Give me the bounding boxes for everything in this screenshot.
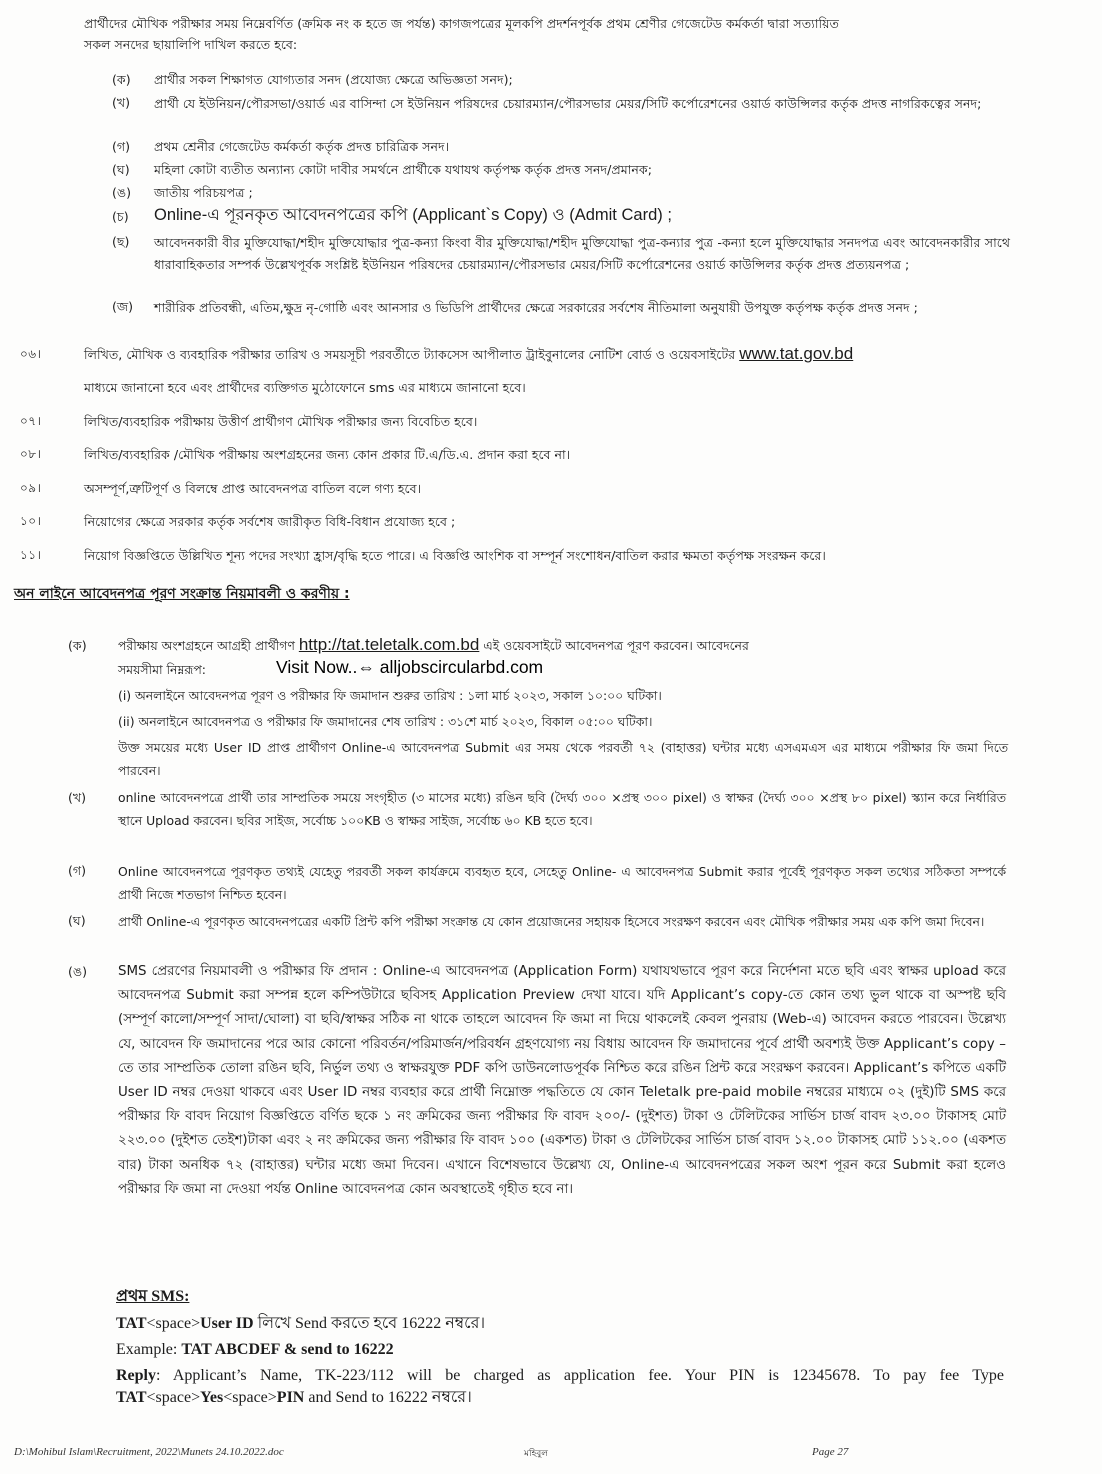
sms-example-value: TAT ABCDEF & send to 16222 [181, 1341, 394, 1358]
doc-item-uma: জাতীয় পরিচয়পত্র ; [154, 185, 253, 200]
online-item-uma: SMS প্রেরণের নিয়মাবলী ও পরীক্ষার ফি প্রদান : Online-এ আবেদনপত্র (Application Form) যথাযথভাবে পূরণ করে নির্দেশনা মতে ছবি এবং স্বাক্ষর upload করে আবেদনপত্র Submit করা সম্পন্ন হলে কম্পিউটারে ছবিসহ Application Preview দেখা যাবে। যদি Applicant’s copy-তে কোন তথ্য ভুল থাকে বা অস্পষ্ট ছবি (সম্পূর্ণ কালো/সম্পূর্ণ সাদা/ঘোলা) বা ছবি/স্বাক্ষর সঠিক না থাকে তাহলে আবেদন ফি জমা না দিয়ে থাকলেই কেবল পুনরায় (Web-এ) আবেদন করতে পারবেন। উল্লেখ্য যে, আবেদন ফি জমাদানের পরে আর কোনো পরিবর্তন/পরিমার্জন/পরিবর্ধন গ্রহণযোগ্য নয় বিধায় আবেদন ফি জমাদানের পূর্বে প্রার্থী অবশ্যই উক্ত Applicant’s copy –তে তার সাম্প্রতিক তোলা রঙিন ছবি, নির্ভুল তথ্য ও স্বাক্ষরযুক্ত PDF কপি ডাউনলোডপূর্বক নিশ্চিত করে রঙিন প্রিন্ট করে সংরক্ষণ করবেন। Applicant’s কপিতে একটি User ID নম্বর দেওয়া থাকবে এবং User ID নম্বর ব্যবহার করে প্রার্থী নিম্নোক্ত পদ্ধতিতে যে কোন Teletalk pre-paid mobile নম্বরের মাধ্যমে ০২ (দুই)টি SMS করে পরীক্ষার ফি বাবদ নিয়োগ বিজ্ঞপ্তিতে বর্ণিত ছকে ১ নং ক্রমিকের জন্য পরীক্ষার ফি বাবদ ২০০/- (দুইশত) টাকা ও টেলিটকের সার্ভিস চার্জ বাবদ ২৩.০০ টাকাসহ মোট ২২৩.০০ (দুইশত তেইশ)টাকা এবং ২ নং ক্রমিকের জন্য পরীক্ষার ফি বাবদ ১০০ (একশত) টাকা ও টেলিটকের সার্ভিস চার্জ বাবদ ১২.০০ টাকাসহ মোট ১১২.০০ (একশত বার) টাকা অনধিক ৭২ (বাহাত্তর) ঘন্টার মধ্যে জমা দিবেন। এখানে বিশেষভাবে উল্লেখ্য যে, Online-এ আবেদনপত্রের সকল অংশ পূরন করে Submit করা হলেও পরীক্ষার ফি জমা না দেওয়া পর্যন্ত Online আবেদনপত্র কোন অবস্থাতেই গৃহীত হবে না। [118, 964, 1006, 1197]
online-item-ka-line1 [118, 633, 1008, 657]
sms-l1-tat: TAT [116, 1315, 147, 1332]
clause-06-number: ০৬। [20, 347, 42, 361]
doc-item-gha: মহিলা কোটা ব্যতীত অন্যান্য কোটা দাবীর সমর্থনে প্রার্থীকে যথাযথ কর্তৃপক্ষ কর্তৃক প্রদত্ত সনদ/প্রমানক; [154, 162, 652, 177]
online-item-ga: Online আবেদনপত্রে পূরণকৃত তথ্যই যেহেতু পরবর্তী সকল কার্যক্রমে ব্যবহৃত হবে, সেহেতু Online- এ আবেদনপত্র Submit করার পূর্বেই পূরণকৃত সকল তথ্যের সঠিকতা সম্পর্কে প্রার্থী নিজে শতভাগ নিশ্চিত হবেন। [118, 864, 1006, 902]
sms-title: প্রথম SMS: [116, 1288, 190, 1305]
doc-item-ja: শারীরিক প্রতিবন্ধী, এতিম,ক্ষুদ্র নৃ-গোষ্ঠি এবং আনসার ও ভিডিপি প্রার্থীদের ক্ষেত্রে সরকারের সর্বশেষ নীতিমালা অনুযায়ী উপযুক্ত কর্তৃপক্ষ কর্তৃক প্রদত্ত সনদ ; [154, 300, 918, 315]
watermark-overlay-link[interactable]: Visit Now..⇔ alljobscircularbd.com [276, 657, 544, 677]
intro-line-1: প্রার্থীদের মৌখিক পরীক্ষার সময় নিম্নেবর্ণিত (ক্রমিক নং ক হতে জ পর্যন্ত) কাগজপত্রের মূলকপি প্রদর্শনপূর্বক প্রথম শ্রেণীর গেজেটেড কর্মকর্তা দ্বারা সত্যায়িত [84, 16, 839, 31]
clause-08-number: ০৮। [20, 447, 42, 461]
clause-07-text: লিখিত/ব্যবহারিক পরীক্ষায় উত্তীর্ণ প্রার্থীগণ মৌখিক পরীক্ষার জন্য বিবেচিত হবে। [84, 414, 478, 429]
sms-reply-end: and Send to 16222 নম্বরে। [304, 1389, 472, 1406]
online-rules-heading: অন লাইনে আবেদনপত্র পূরণ সংক্রান্ত নিয়মাবলী ও করণীয় : [14, 586, 350, 602]
sms-reply-pin: PIN [276, 1389, 305, 1406]
online-marker-kha: (খ) [68, 790, 87, 805]
online-marker-uma: (ঙ) [68, 964, 88, 979]
sms-reply-space-1: <space> [146, 1389, 201, 1406]
online-ka-date-start: (i) অনলাইনে আবেদনপত্র পূরণ ও পরীক্ষার ফি জমাদান শুরুর তারিখ : ১লা মার্চ ২০২৩, সকাল ১০:০০ ঘটিকা। [118, 688, 662, 703]
clause-11-text: নিয়োগ বিজ্ঞপ্তিতে উল্লিখিত শূন্য পদের সংখ্যা হ্রাস/বৃদ্ধি হতে পারে। এ বিজ্ঞপ্তি আংশিক বা সম্পূর্ন সংশোধন/বাতিল করার ক্ষমতা কর্তৃপক্ষ সংরক্ষন করে। [84, 548, 826, 563]
online-item-kha: online আবেদনপত্রে প্রার্থী তার সাম্প্রতিক সময়ে সংগৃহীত (৩ মাসের মধ্যে) রঙিন ছবি (দৈর্ঘ্য ৩০০ ×প্রস্থ ৩০০ pixel) ও স্বাক্ষর (দৈর্ঘ্য ৩০০ ×প্রস্থ ৮০ pixel) স্ক্যান করে নির্ধারিত স্থানে Upload করবেন। ছবির সাইজ, সর্বোচ্চ ১০০KB ও স্বাক্ষর সাইজ, সর্বোচ্চ ৬০ KB হতে হবে। [118, 790, 1006, 828]
clause-10-text: নিয়োগের ক্ষেত্রে সরকার কর্তৃক সর্বশেষ জারীকৃত বিধি-বিধান প্রযোজ্য হবে ; [84, 514, 456, 529]
clause-07-number: ০৭। [20, 414, 42, 428]
doc-marker-ca: (চ) [112, 209, 129, 224]
clause-06-continuation: মাধ্যমে জানানো হবে এবং প্রার্থীদের ব্যক্তিগত মুঠোফোনে sms এর মাধ্যমে জানানো হবে। [84, 380, 526, 395]
doc-item-ga: প্রথম শ্রেনীর গেজেটেড কর্মকর্তা কর্তৃক প্রদত্ত চারিত্রিক সনদ। [154, 139, 450, 154]
sms-reply [116, 1365, 1004, 1409]
online-ka-post: এই ওয়েবসাইটে আবেদনপত্র পূরণ করবেন। আবেদনের [483, 638, 749, 653]
footer-page-number: Page 27 [812, 1446, 849, 1458]
online-marker-ka: (ক) [68, 638, 87, 653]
doc-marker-uma: (ঙ) [112, 185, 132, 200]
sms-reply-label: Reply [116, 1367, 156, 1384]
clause-09-number: ০৯। [20, 481, 42, 495]
online-marker-ga: (গ) [68, 863, 87, 878]
online-ka-pre: পরীক্ষায় অংশগ্রহনে আগ্রহী প্রার্থীগণ [118, 638, 295, 653]
sms-reply-text: : Applicant’s Name, TK-223/112 will be charged as application fee. Your PIN is 12345678. To pay fee Type [156, 1367, 1004, 1384]
online-ka-rest: উক্ত সময়ের মধ্যে User ID প্রাপ্ত প্রার্থীগণ Online-এ আবেদনপত্র Submit এর সময় থেকে পরবর্তী ৭২ (বাহাত্তর) ঘন্টার মধ্যে এসএমএস এর মাধ্যমে পরীক্ষার ফি জমা দিতে পারবেন। [118, 740, 1008, 778]
doc-item-kha: প্রার্থী যে ইউনিয়ন/পৌরসভা/ওয়ার্ড এর বাসিন্দা সে ইউনিয়ন পরিষদের চেয়ারম্যান/পৌরসভার মেয়র/সিটি কর্পোরেশনের ওয়ার্ড কাউন্সিলর কর্তৃক প্রদত্ত নাগরিকত্বের সনদ; [154, 96, 982, 111]
online-item-ka-line2: সময়সীমা নিম্নরূপ: [118, 662, 206, 677]
sms-example [116, 1339, 394, 1361]
sms-l1-userid: User ID [200, 1315, 254, 1332]
clause-10-number: ১০। [20, 514, 42, 528]
sms-reply-space-2: <space> [223, 1389, 277, 1406]
teletalk-link[interactable]: http://tat.teletalk.com.bd [298, 635, 480, 654]
footer-file-path: D:\Mohibul Islam\Recruitment, 2022\Munets 24.10.2022.doc [14, 1446, 284, 1458]
online-item-gha: প্রার্থী Online-এ পূরণকৃত আবেদনপত্রের একটি প্রিন্ট কপি পরীক্ষা সংক্রান্ত যে কোন প্রয়োজনের সহায়ক হিসেবে সংরক্ষণ করবেন এবং মৌখিক পরীক্ষার সময় এক কপি জমা দিবেন। [118, 914, 985, 929]
doc-marker-ja: (জ) [112, 299, 134, 314]
doc-marker-ga: (গ) [112, 139, 131, 154]
doc-marker-kha: (খ) [112, 95, 131, 110]
sms-l1-space: <space> [146, 1315, 201, 1332]
sms-example-label: Example: [116, 1341, 182, 1358]
doc-marker-gha: (ঘ) [112, 162, 130, 177]
footer-signature-text: মহিবুল [524, 1448, 549, 1458]
sms-l1-post: লিখে Send করতে হবে 16222 নম্বরে। [253, 1315, 486, 1332]
clause-08-text: লিখিত/ব্যবহারিক /মৌখিক পরীক্ষায় অংশগ্রহনের জন্য কোন প্রকার টি.এ/ডি.এ. প্রদান করা হবে না। [84, 447, 571, 462]
sms-line-1 [116, 1313, 485, 1335]
tat-website-link[interactable]: www.tat.gov.bd [739, 344, 854, 363]
intro-line-2: সকল সনদের ছায়ালিপি দাখিল করতে হবে: [84, 37, 298, 52]
online-ka-date-end: (ii) অনলাইনে আবেদনপত্র ও পরীক্ষার ফি জমাদানের শেষ তারিখ : ৩১শে মার্চ ২০২৩, বিকাল ০৫:০০ ঘটিকা। [118, 714, 653, 729]
doc-item-cha: আবেদনকারী বীর মুক্তিযোদ্ধা/শহীদ মুক্তিযোদ্ধার পুত্র-কন্যা কিংবা বীর মুক্তিযোদ্ধা/শহীদ মুক্তিযোদ্ধা পুত্র-কন্যার পুত্র -কন্যা হলে মুক্তিযোদ্ধার সনদপত্র এবং আবেদনকারীর সাথে ধারাবাহিকতার সম্পর্ক উল্লেখপূর্বক সংশ্লিষ্ট ইউনিয়ন পরিষদের চেয়ারম্যান/পৌরসভার মেয়র/সিটি কর্পোরেশনের ওয়ার্ড কাউন্সিলর কর্তৃক প্রদত্ত প্রত্যয়নপত্র ; [154, 235, 1010, 272]
clause-06-body: লিখিত, মৌখিক ও ব্যবহারিক পরীক্ষার তারিখ ও সময়সূচী পরবর্তীতে ট্যাকসেস আপীলাত ট্রাইবুনালের নোটিশ বোর্ড ও ওয়েবসাইটের [84, 347, 736, 362]
sms-reply-tat: TAT [116, 1389, 147, 1406]
sms-reply-yes: Yes [200, 1389, 224, 1406]
clause-09-text: অসম্পূর্ণ,ত্রুটিপূর্ণ ও বিলম্বে প্রাপ্ত আবেদনপত্র বাতিল বলে গণ্য হবে। [84, 481, 422, 496]
clause-06-text [84, 344, 1014, 364]
doc-item-ka: প্রার্থীর সকল শিক্ষাগত যোগ্যতার সনদ (প্রযোজ্য ক্ষেত্রে অভিজ্ঞতা সনদ); [154, 72, 513, 87]
online-marker-gha: (ঘ) [68, 913, 86, 928]
doc-item-ca: Online-এ পূরনকৃত আবেদনপত্রের কপি (Applicant`s Copy) ও (Admit Card) ; [154, 206, 672, 224]
doc-marker-ka: (ক) [112, 72, 131, 87]
doc-marker-cha: (ছ) [112, 234, 130, 249]
clause-11-number: ১১। [20, 548, 42, 562]
